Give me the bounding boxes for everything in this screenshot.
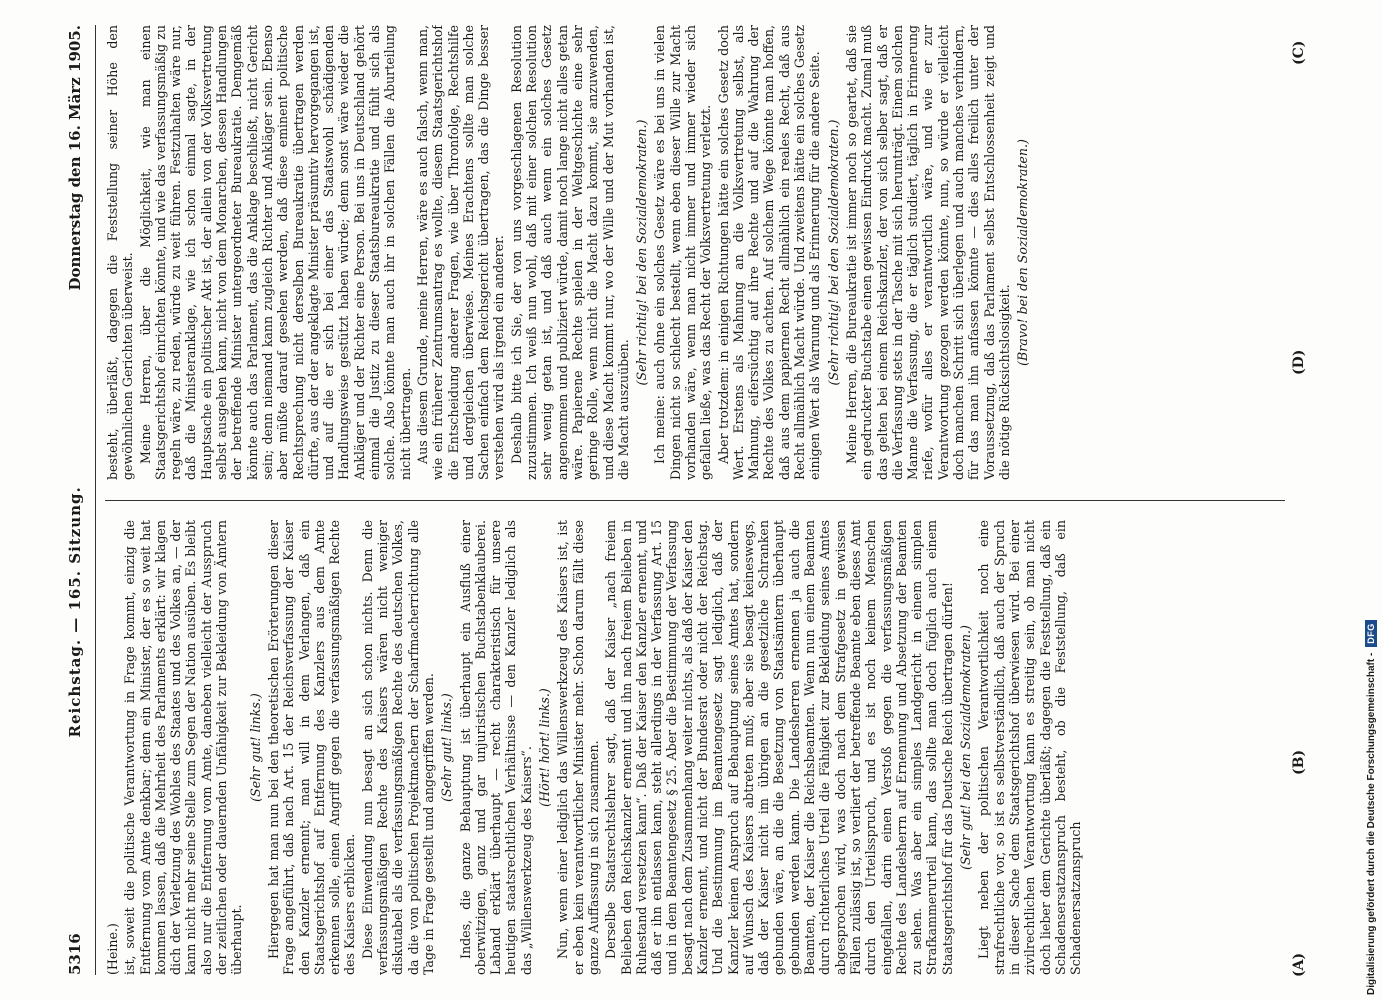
paragraph: Aber trotzdem: in einigen Richtungen hätte ein solches Gesetz doch Wert. Erstens als Mahnung an die Volksvertretung selbst, als Mahnung, eifersüchtig auf ihre Rechte und auf die Wahrung der Rechte des Volkes zu achten. Auf solchem Wege könnte man hoffen, daß aus dem papiernen Recht allmählich ein reales Recht, daß aus Recht allmählich Macht würde. Und zweitens hätte ein solches Gesetz einigen Wert als Warnung und als Erinnerung für die andere Seite. <box>715 25 823 480</box>
margin-marker-b: (B) <box>1291 749 1307 775</box>
paragraph: (Heine.) <box>105 923 120 975</box>
paragraph: Indes, die ganze Behauptung ist überhaupt ein Ausfluß einer oberwitzigen, ganz und gar unjuristischen Buchstabenklauberei. Laband erklärt überhaupt — recht charakteristisch für unsere heutigen staatsrechtlichen Verhältnisse — den Kanzler lediglich als das „Willenswerkzeug des Kaisers“. <box>457 520 534 975</box>
paragraph: Aus diesem Grunde, meine Herren, wäre es auch falsch, wenn man, wie ein früherer Zentrumsantrag es wollte, diesem Staatsgerichtshof die Entscheidung anderer Fragen, wie über Thronfolge, Rechtshilfe und dergleichen überwiese. Meines Erachtens sollte man solche Sachen einfach dem Reichsgericht übertragen, das die Dinge besser verstehen wird als irgend ein anderer. <box>414 25 507 480</box>
header-rule <box>95 25 96 975</box>
paragraph: Deshalb bitte ich Sie, der von uns vorgeschlagenen Resolution zuzustimmen. Ich weiß nun wohl, daß mit einer solchen Resolution sehr wenig getan ist, und daß auch wenn ein solches Gesetz angenommen und publiziert würde, damit noch lange nicht alles getan wäre. Papierene Rechte spielen in der Weltgeschichte eine sehr geringe Rolle, wenn nicht die Macht dazu kommt, sie anzuwenden, und diese Macht kommt nur, wo der Wille und der Mut vorhanden ist, die Macht auszuüben. <box>508 25 631 480</box>
paragraph: Derselbe Staatsrechtslehrer sagt, daß der Kaiser „nach freiem Belieben den Reichskanzler ernennt und ihn nach freiem Belieben in Ruhestand versetzen kann“. Daß der Kaiser den Kanzler ernennt, und daß er ihn entlassen kann, steht allerdings in der Verfassung Art. 15 und in dem Beamtengesetz § 25. Aber die Bestimmung der Verfassung besagt nach dem Zusammenhang weiter nichts, als daß der Kaiser den Kanzler ernennt, und nicht der Bundesrat oder nicht der Reichstag. Und die Bestimmung im Beamtengesetz sagt lediglich, daß der Kanzler keinen Anspruch auf Behauptung seines Amtes hat, sondern auf Wunsch des Kaisers abtreten muß; aber sie besagt keineswegs, daß der Kaiser nicht im übrigen an die gesetzliche Schranken gebunden wäre, an die die Besetzung von Staatsämtern überhaupt gebunden werden kann. Die Landesherren ernennen ja auch die Beamten, der Kaiser die Reichsbeamten. Wenn nun einem Beamten durch richterliches Urteil die Fähigkeit zur Bekleidung seines Amtes abgesprochen wird, was doch nach dem Strafgesetz in gewissen Fällen zulässig ist, so verliert der betreffende Beamte eben dieses Amt durch den Urteilsspruch, und es ist noch keinem Menschen eingefallen, darin einen Verstoß gegen die verfassungsmäßigen Rechte des Landesherrn auf Ernennung und Absetzung der Beamten zu sehen. Was aber ein simples Landgericht in einem simplen Strafkammerurteil kann, das sollte man doch füglich auch einem Staatsgerichtshof für das Deutsche Reich übertragen dürfen! <box>603 520 955 975</box>
paragraph: Diese Einwendung nun besagt an sich schon nichts. Denn die verfassungsmäßigen Rechte des Kaisers wären nicht weniger diskutabel als die verfassungsmäßigen Rechte des deutschen Volkes, da die von politischen Projektmachern der Scharfmacherrichtung alle Tage in Frage gestellt und angegriffen werden. <box>359 520 436 975</box>
interjection: (Sehr gut! links.) <box>439 693 455 802</box>
margin-marker-a: (A) <box>1291 952 1307 977</box>
interjection: (Bravo! bei den Sozialdemokraten.) <box>1015 139 1031 366</box>
session-date: Donnerstag den 16. März 1905. <box>66 25 84 291</box>
dfg-logo: DFG <box>1365 620 1377 647</box>
right-column <box>105 25 1285 480</box>
session-title: Reichstag. — 165. Sitzung. <box>66 486 84 738</box>
left-column <box>105 520 1285 975</box>
paragraph: ist, soweit die politische Verantwortung in Frage kommt, einzig die Entfernung vom Amte denkbar; denn ein Minister, der es so weit hat kommen lassen, daß die Mehrheit des Parlaments erklärt: wir klagen dich der Verletzung des Wohles des Staates und des Volkes an, — der kann nicht mehr seine Stelle zum Segen der Nation ausüben. Es bleibt also nur die Entfernung vom Amte, daneben vielleicht der Ausspruch der zeitlichen oder dauernden Unfähigkeit zur Bekleidung von Ämtern überhaupt. <box>122 520 245 975</box>
paragraph: Ich meine: auch ohne ein solches Gesetz wäre es bei uns in vielen Dingen nicht so schlecht bestellt, wenn eben dieser Wille zur Macht vorhanden wäre, wenn man nicht immer und immer wieder sich gefallen ließe, was das Recht der Volksvertretung verletzt. <box>652 25 714 480</box>
interjection: (Sehr richtig! bei den Sozialdemokraten.) <box>634 119 650 386</box>
column-divider <box>105 500 1285 501</box>
page-number: 5316 <box>66 933 84 975</box>
digitization-credit <box>1362 5 1380 995</box>
paragraph: besteht, überläßt, dagegen die Feststellung seiner Höhe den gewöhnlichen Gerichten überweist. <box>105 25 136 480</box>
page-header <box>55 25 95 975</box>
paragraph: Meine Herren, die Bureaukratie ist immer noch so geartet, daß sie ein gedruckter Buchstabe einen gewissen Eindruck macht. Zumal muß das gelten bei einem Reichskanzler, der von sich selber sagt, daß er die Verfassung stets in der Tasche mit sich herumträgt. Einem solchen Manne die Verfassung, die er täglich studiert, täglich in Erinnerung riefe, wofür alles er verantwortlich wäre, und wie er zur Verantwortung gezogen werden könnte, nun, so würde er vielleicht doch manchen Schritt sich überlegen und auch manches verhindern, für das man ihn anfassen könnte — dies alles freilich unter der Voraussetzung, daß das Parlament selbst Entschlossenheit zeigt und die nötige Rücksichtslosigkeit. <box>843 25 1012 480</box>
interjection: (Sehr gut! bei den Sozialdemokraten.) <box>958 625 974 870</box>
paragraph: Meine Herren, über die Möglichkeit, wie man einen Staatsgerichtshof einrichten könnte, und wie das verfassungsmäßig zu regeln wäre, zu reden, würde zu weit führen. Festzuhalten wäre nur, daß die Ministeranklage, wie ich schon einmal sagte, in der Hauptsache ein politischer Akt ist, der allein von der Volksvertretung selbst ausgehen kann, nicht von dem Monarchen, dessen Handlungen der betreffende Minister untergeordneter Bureaukratie. Demgemäß könnte auch das Parlament, das die Anklage beschließt, nicht Gericht sein; denn niemand kann zugleich Richter und Ankläger sein. Ebenso aber müßte darauf gesehen werden, daß diese eminent politische Rechtsprechung nicht derselben Bureaukratie übertragen werden dürfte, aus der der angeklagte Minister präsumtiv hervorgegangen ist, und auf die er sich bei einer das Staatswohl schädigenden Handlungsweise gestützt haben würde; denn sonst wäre wieder die Ankläger und der Richter eine Person. Bei uns in Deutschland gehört einmal die Justiz zu dieser Staatsbureaukratie und fühlt sich als solche. Also könnte man auch ihr in solchen Fällen die Aburteilung nicht übertragen. <box>137 25 413 480</box>
rotated-page-content <box>55 25 1335 975</box>
interjection: (Sehr richtig! bei den Sozialdemokraten.) <box>825 119 841 386</box>
paragraph: Nun, wenn einer lediglich das Willenswerkzeug des Kaisers ist, ist er eben kein verantwortlicher Minister mehr. Schon darum fällt diese ganze Auffassung in sich zusammen. <box>555 520 601 975</box>
credit-text: Digitalisierung gefördert durch die Deutsche Forschungsgemeinschaft - <box>1365 652 1377 995</box>
interjection: (Hört! hört! links.) <box>537 688 553 807</box>
margin-marker-c: (C) <box>1291 40 1307 65</box>
margin-marker-d: (D) <box>1291 349 1307 375</box>
interjection: (Sehr gut! links.) <box>247 693 263 802</box>
paragraph: Liegt neben der politischen Verantwortlichkeit noch eine strafrechtliche vor, so ist es selbstverständlich, daß auch der Spruch in dieser Sache dem Staatsgerichtshof überwiesen wird. Bei einer zivilrechtlichen Verantwortung kann es streitig sein, ob man nicht doch lieber dem Gerichte überläßt; dagegen die Feststellung, daß ein Schadensersatzanspruch besteht, ob die Feststellung, daß ein Schadenersatzanspruch <box>976 520 1084 975</box>
paragraph: Hiergegen hat man nun bei den theoretischen Erörterungen dieser Frage angeführt, daß nach Art. 15 der Reichsverfassung der Kaiser den Kanzler ernennt; man will in dem Verlangen, daß ein Staatsgerichtshof auf Entfernung des Kanzlers aus dem Amte erkennen solle, einen Angriff gegen die verfassungsmäßigen Rechte des Kaisers erblicken. <box>265 520 358 975</box>
